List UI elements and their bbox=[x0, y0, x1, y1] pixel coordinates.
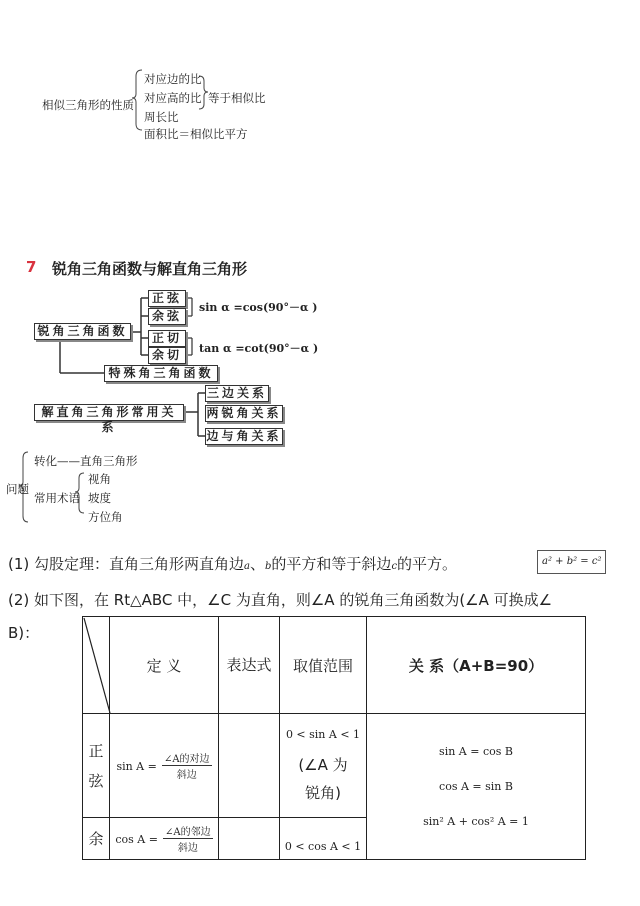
formula-sin-cos: sin α =cos(90°－α ) bbox=[199, 301, 318, 314]
similar-equal-label: 等于相似比 bbox=[208, 91, 266, 105]
special-angle-box: 特殊角三角函数 bbox=[104, 365, 218, 382]
cotangent-box: 余切 bbox=[148, 347, 186, 364]
term-slope: 坡度 bbox=[88, 491, 111, 505]
term-view-angle: 视角 bbox=[88, 472, 111, 486]
two-acute-angles-box: 两锐角关系 bbox=[206, 406, 282, 420]
sine-def-num: ∠A的对边 bbox=[162, 750, 212, 766]
three-sides-box: 三边关系 bbox=[206, 386, 267, 400]
range-note: (∠A 为锐角) bbox=[298, 756, 348, 802]
cosine-range-cell bbox=[280, 818, 367, 860]
section-title: 锐角三角函数与解直角三角形 bbox=[52, 260, 248, 278]
terms-label: 常用术语 bbox=[34, 491, 80, 505]
term-bearing: 方位角 bbox=[88, 510, 123, 524]
hyp-c: c bbox=[391, 561, 398, 572]
sine-expression bbox=[219, 714, 280, 818]
sine-def-fraction bbox=[162, 750, 212, 781]
cosine-range: 0 < cos A < 1 bbox=[284, 840, 362, 853]
section-number: 7 bbox=[26, 258, 37, 276]
relation-1: sin A = cos B bbox=[439, 745, 513, 758]
corner-cell bbox=[83, 617, 110, 714]
tangent-box: 正切 bbox=[148, 330, 186, 347]
leg-a: a bbox=[244, 561, 250, 572]
similar-item-heights: 对应高的比 bbox=[144, 91, 202, 105]
relation-2: cos A = sin B bbox=[439, 780, 513, 793]
similar-item-sides: 对应边的比 bbox=[144, 72, 202, 86]
row-sine-label: 正弦 bbox=[83, 714, 110, 818]
sine-range: 0 < sin A < 1 bbox=[285, 728, 361, 741]
header-range: 取值范围 bbox=[280, 617, 367, 714]
similar-triangles-root: 相似三角形的性质 bbox=[42, 98, 134, 112]
problem-root: 问题 bbox=[6, 482, 29, 496]
header-expression: 表达式 bbox=[219, 617, 280, 714]
pythagoras-prefix: (1) 勾股定理：直角三角形两直角边 bbox=[8, 555, 245, 573]
pythagoras-paragraph bbox=[8, 553, 457, 574]
sine-def-lhs: sin A = bbox=[116, 760, 157, 773]
solve-right-triangle-box: 解直角三角形常用关系 bbox=[34, 404, 184, 421]
pythagoras-suffix: 的平方。 bbox=[397, 555, 458, 573]
cosine-def-den: 斜边 bbox=[177, 843, 198, 854]
cosine-expression bbox=[219, 818, 280, 860]
sine-definition bbox=[110, 714, 219, 818]
leg-b: b bbox=[265, 561, 272, 572]
trig-table bbox=[82, 616, 586, 860]
trig-functions-box: 锐角三角函数 bbox=[34, 323, 131, 340]
similar-item-perimeter: 周长比 bbox=[144, 110, 179, 124]
pythagoras-formula: a² + b² = c² bbox=[537, 550, 606, 574]
sine-box: 正弦 bbox=[148, 290, 186, 307]
pythagoras-mid: 的平方和等于斜边 bbox=[271, 555, 392, 573]
row-cosine-label: 余 bbox=[83, 818, 110, 860]
transform-label: 转化——直角三角形 bbox=[34, 454, 138, 468]
cosine-definition bbox=[110, 818, 219, 860]
side-angle-box: 边与角关系 bbox=[206, 429, 282, 443]
relation-3: sin² A + cos² A = 1 bbox=[423, 815, 529, 828]
cosine-def-num: ∠A的邻边 bbox=[163, 823, 213, 839]
cosine-def-lhs: cos A = bbox=[115, 833, 158, 846]
relations-cell bbox=[367, 714, 586, 860]
sine-def-den: 斜边 bbox=[176, 770, 197, 781]
cosine-box: 余弦 bbox=[148, 308, 186, 325]
trig-intro-line1: (2) 如下图，在 Rt△ABC 中，∠C 为直角，则∠A 的锐角三角函数为(∠A 可换成∠ bbox=[8, 591, 553, 609]
cosine-def-fraction bbox=[163, 823, 213, 854]
header-definition: 定 义 bbox=[110, 617, 219, 714]
trig-intro-line2: B)： bbox=[8, 624, 40, 642]
sep: 、 bbox=[250, 555, 266, 573]
similar-item-area: 面积比＝相似比平方 bbox=[144, 127, 248, 141]
formula-tan-cot: tan α =cot(90°－α ) bbox=[199, 342, 319, 355]
header-relation: 关 系（A+B=90） bbox=[367, 617, 586, 714]
sine-range-cell bbox=[280, 714, 367, 818]
